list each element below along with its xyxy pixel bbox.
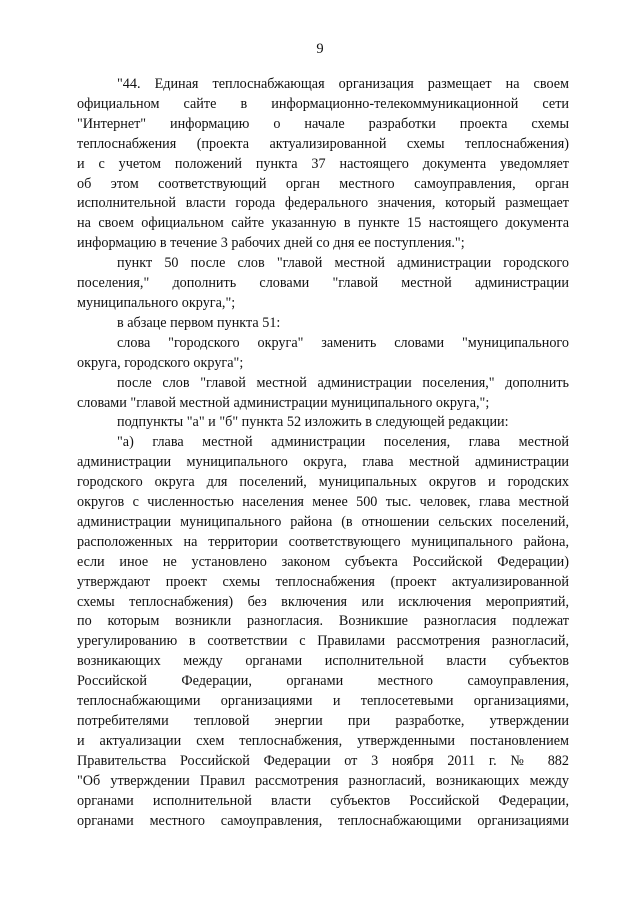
text-line: "Интернет" информацию о начале разработки проекта схемы [77,115,569,132]
document-body [77,75,569,831]
paragraph [77,374,569,414]
text-line: возникающих между органами исполнительной власти субъектов [77,653,569,670]
text-line: администрации муниципального округа, глава местной администрации [77,454,569,471]
text-line: словами "главой местной администрации муниципального округа,"; [77,394,490,411]
text-line: "Об утверждении Правил рассмотрения разногласий, возникающих между [77,772,569,789]
page-number: 9 [316,41,324,57]
text-line: поселения," дополнить словами "главой местной администрации [77,275,569,292]
text-line: официальном сайте в информационно-телекоммуникационной сети [77,95,569,112]
text-line: муниципального округа,"; [77,294,236,311]
text-line: Правительства Российской Федерации от 3 ноября 2011 г. № 882 [77,752,569,769]
text-line: в абзаце первом пункта 51: [117,314,281,331]
text-line: утверждают проект схемы теплоснабжения (проект актуализированной [77,573,569,590]
text-line: теплоснабжения (проекта актуализированной схемы теплоснабжения) [77,135,569,152]
text-line: органами местного самоуправления, теплоснабжающими организациями [77,812,569,829]
text-line: городского округа для поселений, муниципальных округов и городских [77,474,569,491]
text-line: и актуализации схем теплоснабжения, утвержденными постановлением [77,732,569,749]
text-line: теплоснабжающими организациями и теплосетевыми организациями, [77,693,569,710]
text-line: подпункты "а" и "б" пункта 52 изложить в следующей редакции: [117,414,509,431]
text-line: органами исполнительной власти субъектов Российской Федерации, [77,792,569,809]
text-line: округов с численностью населения менее 500 тыс. человек, глава местной [77,494,569,511]
text-line: округа, городского округа"; [77,354,244,371]
text-line: об этом соответствующий орган местного самоуправления, орган [77,175,569,192]
text-line: исполнительной власти города федерального значения, который размещает [77,195,569,212]
text-line: схемы теплоснабжения) без включения или исключения мероприятий, [77,593,569,610]
text-line: по которым возникли разногласия. Возникшие разногласия подлежат [77,613,569,630]
paragraph [77,433,569,831]
text-line: потребителями тепловой энергии при разработке, утверждении [77,713,569,729]
paragraph [77,314,569,334]
text-line: Российской Федерации, органами местного самоуправления, [77,673,569,690]
text-line: и с учетом положений пункта 37 настоящего документа уведомляет [77,155,569,172]
text-line: "а) глава местной администрации поселения, глава местной [117,434,569,451]
text-line: на своем официальном сайте указанную в пункте 15 настоящего документа [77,215,569,232]
text-line: администрации муниципального района (в отношении сельских поселений, [77,513,569,530]
text-line: слова "городского округа" заменить словами "муниципального [117,334,569,351]
text-line: если иное не установлено законом субъекта Российской Федерации) [77,553,569,570]
text-line: расположенных на территории соответствующего муниципального района, [77,533,569,550]
text-line: пункт 50 после слов "главой местной администрации городского [117,255,569,272]
text-line: информацию в течение 3 рабочих дней со дня ее поступления."; [77,235,465,252]
paragraph [77,413,569,433]
paragraph [77,75,569,254]
paragraph [77,334,569,374]
text-line: "44. Единая теплоснабжающая организация размещает на своем [117,76,569,92]
paragraph [77,254,569,314]
text-line: урегулированию в соответствии с Правилами рассмотрения разногласий, [77,633,569,650]
text-line: после слов "главой местной администрации поселения," дополнить [117,374,569,391]
